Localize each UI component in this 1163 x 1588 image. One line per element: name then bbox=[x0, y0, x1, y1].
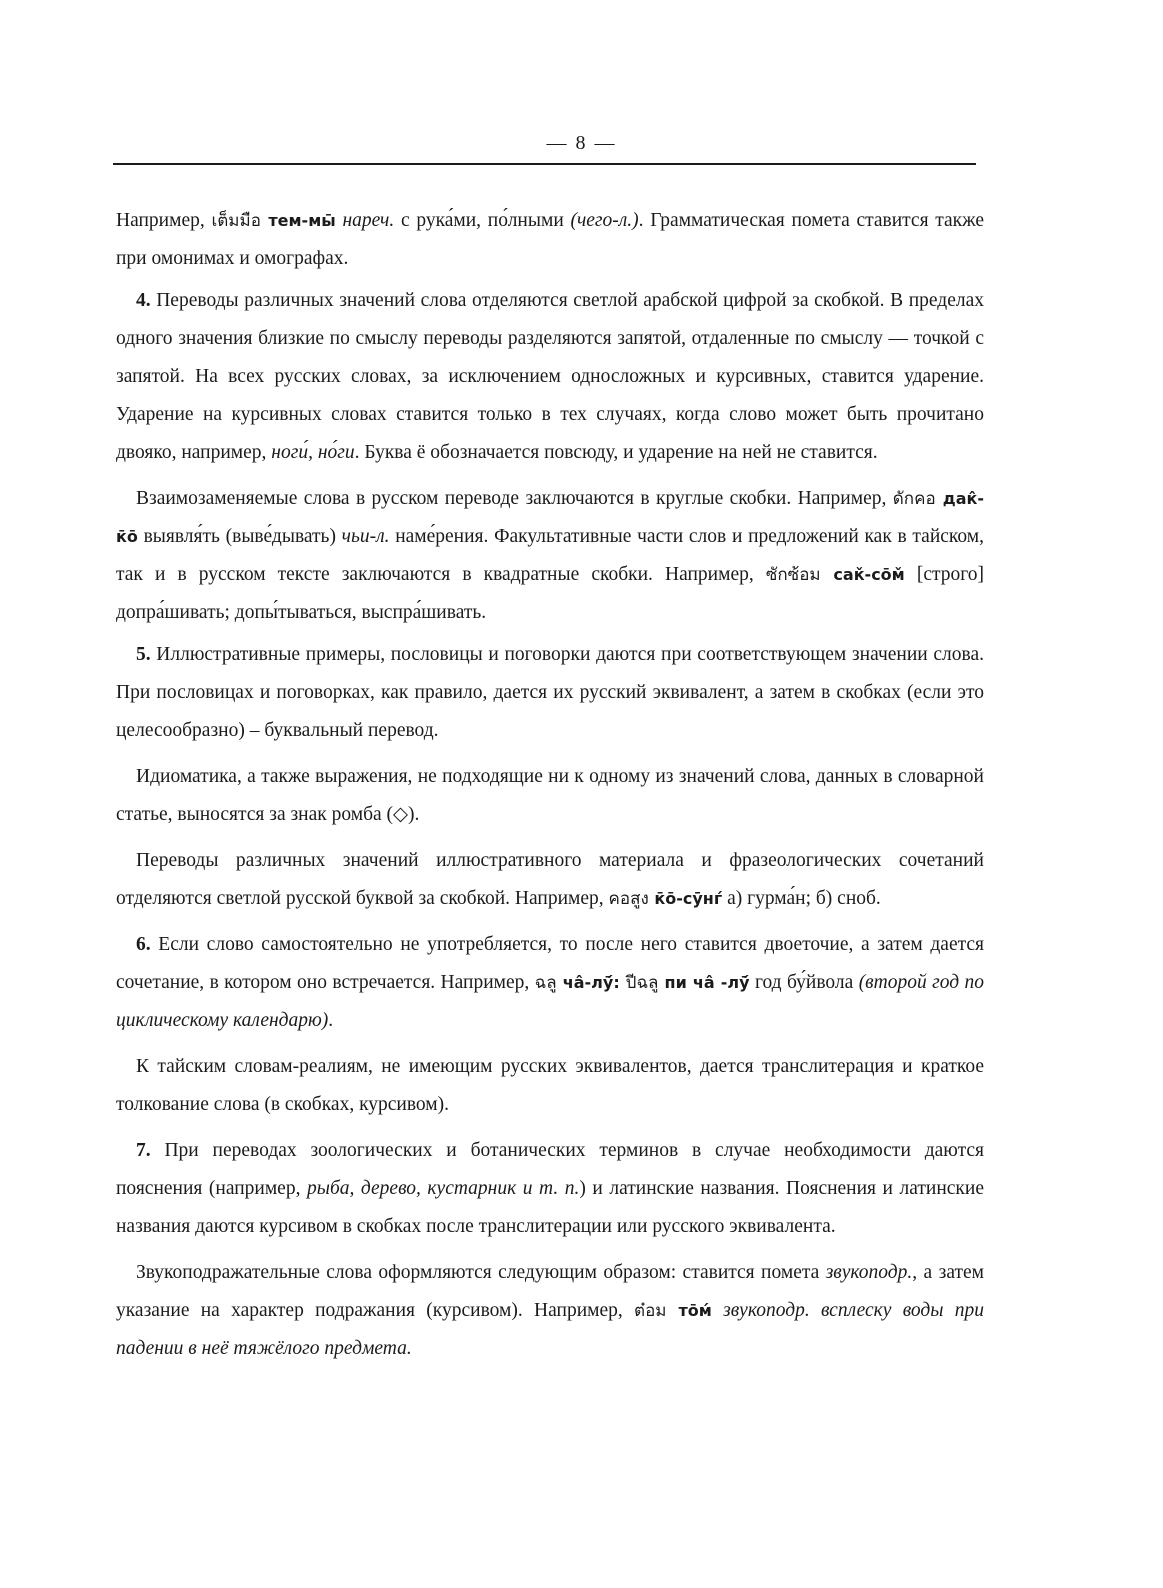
text: , а затем указание на характер подражания (курсивом). Например, bbox=[116, 1262, 984, 1321]
paragraph-realia bbox=[116, 1048, 984, 1124]
text: а) гурма́н; б) сноб. bbox=[722, 888, 881, 909]
thai-word: คอสูง bbox=[608, 889, 649, 909]
paragraph-idioms bbox=[116, 758, 984, 834]
transliteration: тем-мы̄ bbox=[260, 211, 336, 230]
text: Переводы различных значений слова отделяются светлой арабской цифрой за скобкой. В пределах одного значения близкие по смыслу переводы разделяются запятой, отдаленные по смыслу — точкой с запятой. На всех русских словах, за исключением односложных и курсивных, ставится ударение. Ударение на курсивных словах ставится только в тех случаях, когда слово может быть прочитано двояко, например, bbox=[116, 290, 984, 463]
italic-example: ноги́, но́ги bbox=[271, 442, 355, 463]
transliteration: сак̌-со̄м̌ bbox=[820, 565, 905, 584]
text: Звукоподражательные слова оформляются следующим образом: ставится помета bbox=[136, 1262, 826, 1283]
text: год бу́йвола bbox=[749, 972, 859, 993]
thai-word: ดักคอ bbox=[892, 489, 936, 509]
text: [строго] допра́шивать; допы́тываться, выспра́шивать. bbox=[116, 564, 985, 623]
thai-word: ฉลู bbox=[534, 973, 557, 993]
italic-note: нареч. bbox=[335, 210, 395, 231]
rule-number: 6. bbox=[136, 934, 151, 955]
transliteration: ча̂-лӯ́: bbox=[556, 973, 620, 992]
paragraph-rule-5 bbox=[116, 636, 984, 750]
text: ) и латинские названия. Пояснения и латинские названия даются курсивом в скобках после транслитерации или русского эквивалента. bbox=[116, 1178, 985, 1237]
italic-note: звукоподр. всплеску воды при падении в неё тяжёлого предмета. bbox=[116, 1300, 984, 1359]
text: Взаимозаменяемые слова в русском переводе заключаются в круглые скобки. Например, bbox=[136, 488, 893, 509]
thai-word: ปีฉลู bbox=[619, 973, 659, 993]
paragraph-rule-4 bbox=[116, 282, 984, 472]
text: . Грамматическая помета ставится также при омонимах и омографах. bbox=[116, 210, 985, 269]
text: . bbox=[328, 1010, 334, 1031]
text: с рука́ми, по́лными bbox=[394, 210, 571, 231]
paragraph-phraseology bbox=[116, 842, 984, 918]
paragraph-rule-7 bbox=[116, 1132, 984, 1246]
page-body bbox=[116, 202, 984, 1372]
transliteration: пи ча̂ -лӯ́ bbox=[658, 973, 750, 992]
italic-note: чьи-л. bbox=[341, 526, 390, 547]
paragraph-onomatopoeia bbox=[116, 1254, 984, 1368]
text: При переводах зоологических и ботанических терминов в случае необходимости даются пояснения (например, bbox=[116, 1140, 984, 1199]
text: К тайским словам-реалиям, не имеющим русских эквивалентов, дается транслитерация и краткое толкование слова (в скобках, курсивом). bbox=[116, 1056, 984, 1115]
text: Если слово самостоятельно не употребляется, то после него ставится двоеточие, а затем дается сочетание, в котором оно встречается. Например, bbox=[116, 934, 984, 993]
thai-word: เต็มมือ bbox=[211, 211, 261, 231]
italic-note: (второй год по циклическому календарю) bbox=[116, 972, 984, 1031]
text: выявля́ть (выве́дывать) bbox=[137, 526, 342, 547]
paragraph-1 bbox=[116, 202, 984, 278]
paragraph-brackets bbox=[116, 480, 984, 632]
rule-number: 5. bbox=[136, 644, 151, 665]
transliteration: дак̂-к̄о̄ bbox=[116, 489, 985, 546]
transliteration: то̄м́ bbox=[666, 1301, 712, 1320]
transliteration: к̄о̄-сӯнѓ bbox=[648, 889, 723, 908]
paragraph-rule-6 bbox=[116, 926, 984, 1040]
text: Идиоматика, а также выражения, не подходящие ни к одному из значений слова, данных в словарной статье, выносятся за знак ромба (◇). bbox=[116, 766, 984, 825]
italic-note: звукоподр. bbox=[825, 1262, 913, 1283]
rule-number: 4. bbox=[136, 290, 151, 311]
text: наме́рения. Факультативные части слов и предложений как в тайском, так и в русском тексте заключаются в квадратные скобки. Например, bbox=[116, 526, 985, 585]
text: Переводы различных значений иллюстративного материала и фразеологических сочетаний отделяются светлой русской буквой за скобкой. Например, bbox=[116, 850, 984, 909]
thai-word: ต๋อม bbox=[634, 1301, 667, 1321]
text: Например, bbox=[116, 210, 212, 231]
text: . Буква ё обозначается повсюду, и ударение на ней не ставится. bbox=[354, 442, 878, 463]
thai-word: ซักซ้อม bbox=[765, 565, 821, 585]
page-number: — 8 — bbox=[546, 132, 617, 154]
italic-note: (чего-л.) bbox=[570, 210, 639, 231]
italic-note: рыба, дерево, кустарник и т. п. bbox=[307, 1178, 580, 1199]
header-rule bbox=[113, 163, 976, 165]
text: Иллюстративные примеры, пословицы и поговорки даются при соответствующем значении слова. При пословицах и поговорках, как правило, дается их русский эквивалент, а затем в скобках (если это целесообразно) – буквальный перевод. bbox=[116, 644, 984, 741]
rule-number: 7. bbox=[136, 1140, 151, 1161]
